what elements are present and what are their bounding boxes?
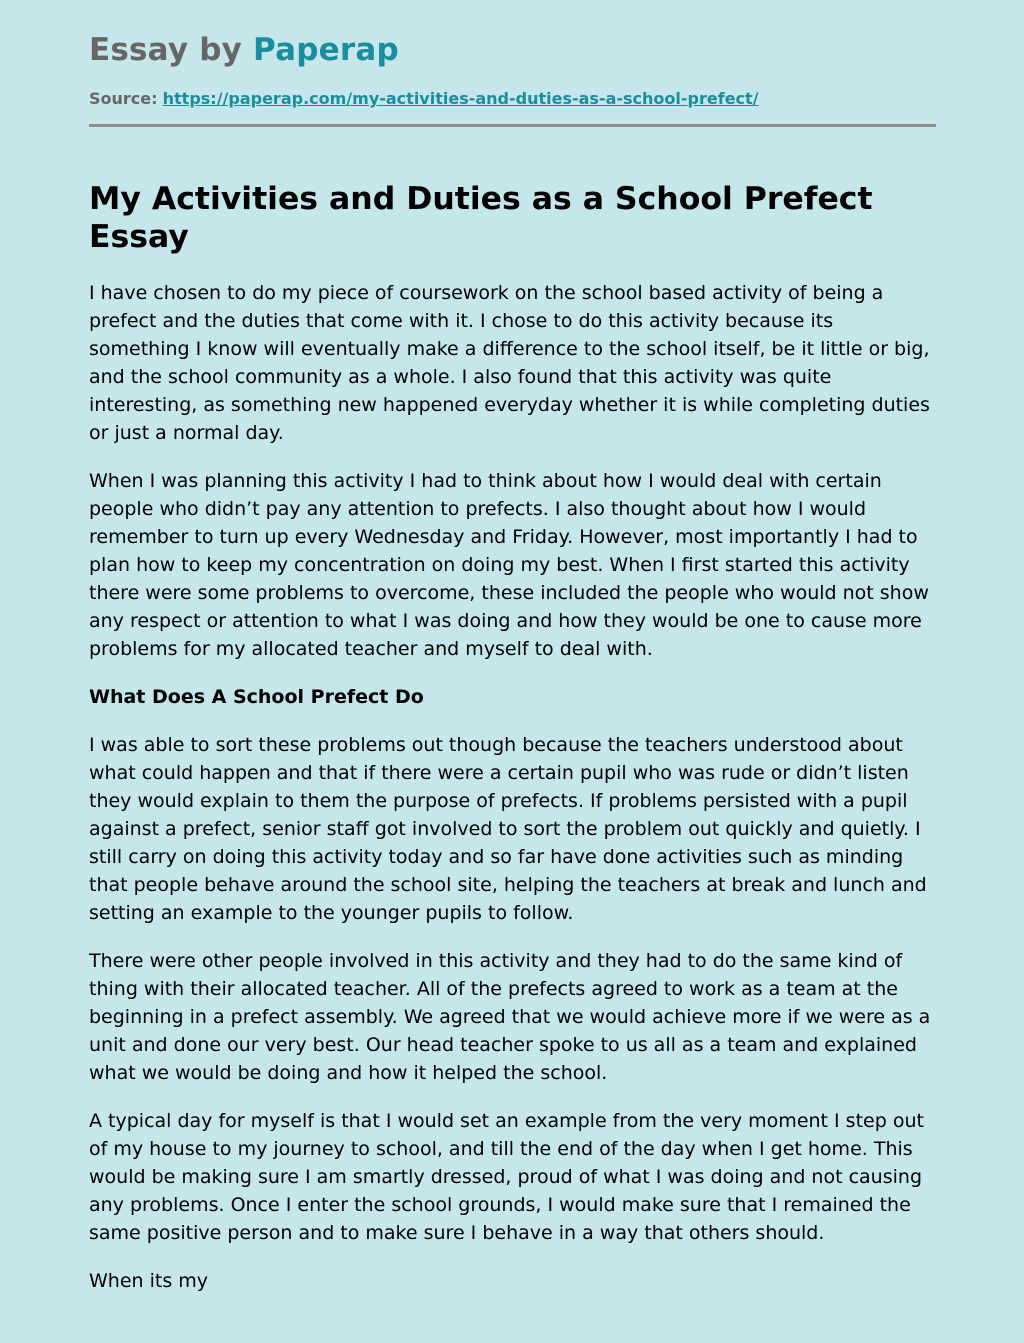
- source-link[interactable]: https://paperap.com/my-activities-and-duties-as-a-school-prefect/: [162, 89, 759, 108]
- paragraph-1: I have chosen to do my piece of coursework on the school based activity of being a prefect and the duties that come with it. I chose to do this activity because its something I know will eventually make a difference to the school itself, be it little or big, and the school community as a whole. I also found that this activity was quite interesting, as something new happened everyday whether it is while completing duties or just a normal day.: [89, 282, 930, 444]
- section-subheading: What Does A School Prefect Do: [89, 686, 424, 708]
- source-line: [89, 88, 759, 110]
- site-brand[interactable]: [89, 28, 399, 72]
- source-label: Source:: [89, 89, 158, 108]
- essay-body: [89, 279, 939, 1315]
- brand-prefix: Essay by: [89, 32, 243, 68]
- paragraph-5: A typical day for myself is that I would set an example from the very moment I step out of my house to my journey to school, and till the end of the day when I get home. This would be making sure I am smartly dressed, proud of what I was doing and not causing any problems. Once I enter the school grounds, I would make sure that I remained the same positive person and to make sure I behave in a way that others should.: [89, 1110, 924, 1244]
- essay-title: My Activities and Duties as a School Prefect Essay: [89, 181, 873, 255]
- brand-name: Paperap: [253, 32, 399, 68]
- paragraph-2: When I was planning this activity I had to think about how I would deal with certain people who didn’t pay any attention to prefects. I also thought about how I would remember to turn up every Wednesday and Friday. However, most importantly I had to plan how to keep my concentration on doing my best. When I first started this activity there were some problems to overcome, these included the people who would not show any respect or attention to what I was doing and how they would be one to cause more problems for my allocated teacher and myself to deal with.: [89, 470, 929, 660]
- paragraph-3: I was able to sort these problems out though because the teachers understood about what could happen and that if there were a certain pupil who was rude or didn’t listen they would explain to them the purpose of prefects. If problems persisted with a pupil against a prefect, senior staff got involved to sort the problem out quickly and quietly. I still carry on doing this activity today and so far have done activities such as minding that people behave around the school site, helping the teachers at break and lunch and setting an example to the younger pupils to follow.: [89, 734, 927, 924]
- paragraph-4: There were other people involved in this activity and they had to do the same kind of thing with their allocated teacher. All of the prefects agreed to work as a team at the beginning in a prefect assembly. We agreed that we would achieve more if we were as a unit and done our very best. Our head teacher spoke to us all as a team and explained what we would be doing and how it helped the school.: [89, 950, 931, 1084]
- paragraph-6: When its my: [89, 1270, 209, 1292]
- header-divider: [89, 124, 936, 127]
